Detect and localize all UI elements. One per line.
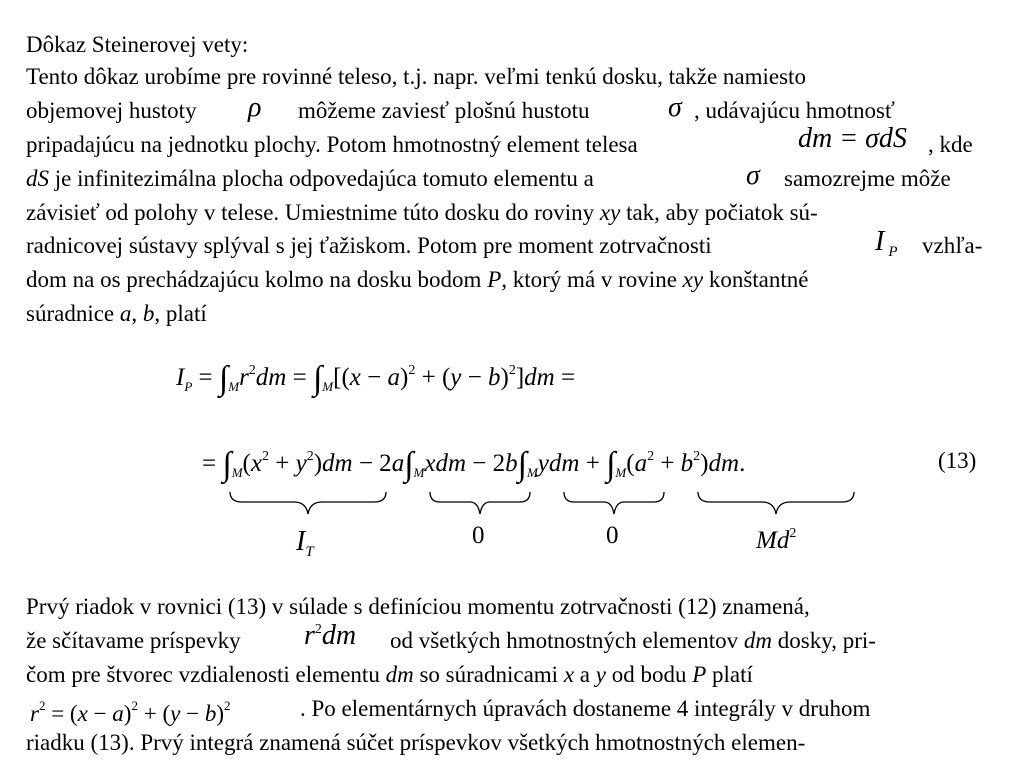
r2-distance-equation: $r^2 = (x - a)^2 + (y - b)^2$ — [30, 698, 231, 726]
equation-line-2: = $\int_M(x^2 + y^2)dm - 2a\int_Mxdm - 2b\int_Mydm + \int_M(a^2 + b^2)dm$. — [202, 446, 746, 483]
heading: Dôkaz Steinerovej vety: — [26, 32, 249, 57]
label-Md: Md — [756, 527, 790, 554]
underbrace-label-IT — [296, 526, 314, 561]
para2-line2-b: od všetkých hmotnostných elementov — [390, 628, 744, 653]
underbrace-label-zero-1: 0 — [472, 522, 485, 549]
underbrace-IT — [228, 490, 388, 518]
para2-line3-P: P — [692, 662, 707, 687]
para1-line7-c: , ktorý má v rovine — [501, 267, 683, 292]
para1-line8 — [26, 299, 207, 329]
para1-line5-c: tak, aby počiatok sú- — [620, 200, 818, 225]
para1-line1: Tento dôkaz urobíme pre rovinné teleso, t.j. napr. veľmi tenkú dosku, takže namiesto — [26, 64, 806, 89]
para1-line2-c: , udávajúcu hmotnosť — [694, 98, 895, 123]
equation-number: (13) — [938, 448, 977, 473]
para1-line8-e: , platí — [154, 301, 207, 326]
ip-symbol — [875, 226, 898, 261]
para1-line7-a: dom na os prechádzajúcu kolmo na dosku bodom — [26, 267, 488, 292]
dm-sigma-ds-equation: dm = σdS — [798, 123, 907, 154]
label-IT-I: I — [296, 526, 306, 557]
ip-symbol-P: P — [888, 244, 898, 260]
label-IT-T: T — [305, 544, 314, 560]
para1-line4 — [26, 164, 594, 194]
para2-line3-x: x — [563, 662, 575, 687]
para2-line2-d: dosky, pri- — [772, 628, 876, 653]
ds-text: dS — [26, 166, 49, 191]
para1-line2 — [26, 96, 197, 126]
equation-line-1: $I_P = \int_Mr^2dm = \int_M[(x - a)^2 + (y - b)^2]dm$ = — [176, 360, 576, 397]
sigma-symbol-2: σ — [746, 160, 760, 191]
para2-line3 — [26, 660, 753, 690]
para1-line8-a: súradnice — [26, 301, 120, 326]
para1-line7-P: P — [487, 267, 502, 292]
para1-line4-c: samozrejme môže — [784, 166, 951, 191]
para2-line2-rest — [390, 626, 876, 656]
para1-line8-var-b: b — [142, 301, 155, 326]
para1-line5-a: závisieť od polohy v telese. Umiestnime túto dosku do roviny — [26, 200, 600, 225]
rho-symbol: ρ — [248, 92, 262, 123]
para1-line8-comma: , — [131, 301, 143, 326]
r2dm-symbol: $r^2dm$ — [304, 620, 357, 651]
underbrace-zero-1 — [428, 490, 532, 518]
para2-line3-y: y — [595, 662, 606, 687]
para2-line3-g: od bodu — [605, 662, 693, 687]
para2-line3-dm: dm — [385, 662, 414, 687]
para2-line4: . Po elementárnych úpravách dostaneme 4 integrály v druhom — [300, 696, 871, 721]
para2-line3-e: a — [574, 662, 596, 687]
para2-line3-c: so súradnicami — [413, 662, 564, 687]
label-Md-exp: 2 — [789, 526, 797, 541]
ip-symbol-I: I — [875, 226, 885, 257]
underbrace-Md2 — [696, 490, 856, 518]
para1-line5-xy: xy — [599, 200, 621, 225]
para2-line3-i: platí — [706, 662, 753, 687]
underbrace-label-Md2 — [756, 526, 796, 555]
para1-line2-b: môžeme zaviesť plošnú hustotu — [298, 98, 590, 123]
para1-line3: pripadajúcu na jednotku plochy. Potom hmotnostný element telesa — [26, 132, 638, 157]
para1-line5 — [26, 198, 818, 228]
para2-line2: že sčítavame príspevky — [26, 628, 241, 653]
para1-line7-e: konštantné — [703, 267, 809, 292]
sigma-symbol-1: σ — [668, 92, 682, 123]
para1-line3-b: , kde — [928, 132, 973, 157]
para1-line6: radnicovej sústavy splýval s jej ťažiskom. Potom pre moment zotrvačnosti — [26, 233, 712, 258]
para2-line5: riadku (13). Prvý integrá znamená súčet príspevkov všetkých hmotnostných elemen- — [26, 730, 806, 755]
para1-line7 — [26, 265, 808, 295]
para2-line3-a: čom pre štvorec vzdialenosti elementu — [26, 662, 386, 687]
para1-line8-var-a: a — [119, 301, 132, 326]
para1-line7-xy: xy — [682, 267, 704, 292]
para2-line1: Prvý riadok v rovnici (13) v súlade s definíciou momentu zotrvačnosti (12) znamená, — [26, 594, 810, 619]
para1-line2-a: objemovej hustoty — [26, 98, 197, 123]
para1-line6-b: vzhľa- — [922, 233, 983, 258]
para1-line4-b: je infinitezimálna plocha odpovedajúca tomuto elementu a — [49, 166, 594, 191]
underbrace-label-zero-2: 0 — [606, 522, 619, 549]
underbrace-zero-2 — [562, 490, 666, 518]
para2-line2-dm: dm — [743, 628, 773, 653]
